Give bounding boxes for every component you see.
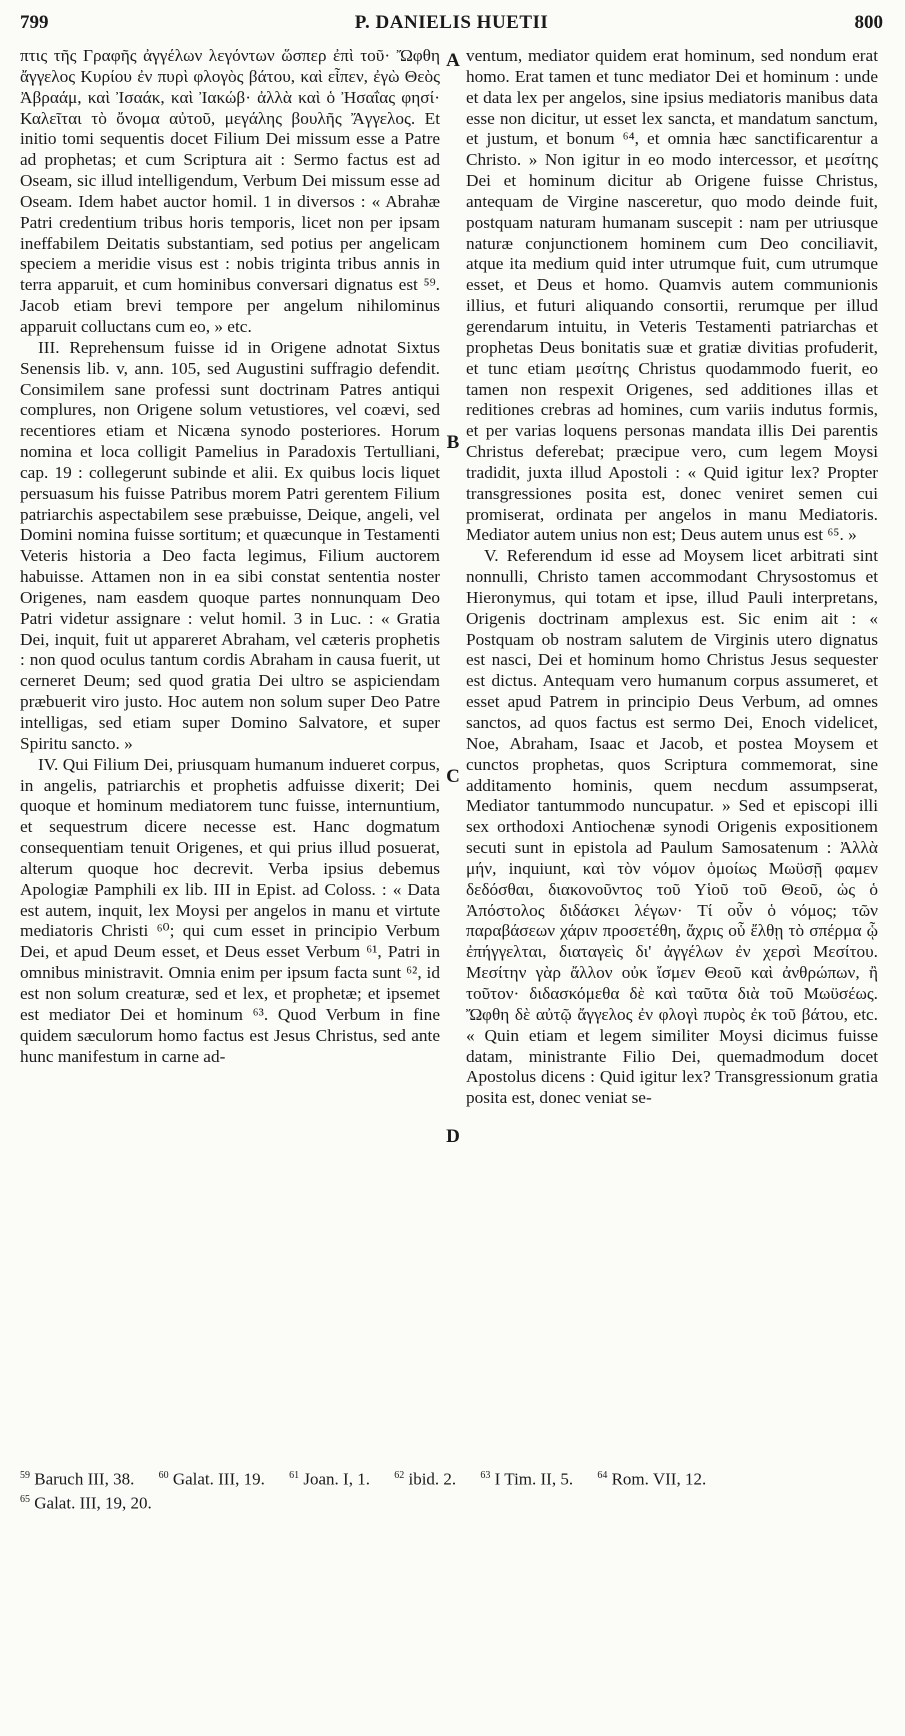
running-header (20, 12, 883, 38)
footnote: $^{61}$ Joan. I, 1. (289, 1469, 370, 1489)
right-paragraph-2: V. Referendum id esse ad Moysem licet arbitrati sint nonnulli, Christo tamen accommodant Chrysostomus et Hieronymus, qui totam et ipse, illud Pauli interpretans, Origenis doctrinam amplexus est. Sic enim ait : « Postquam ob nostram salutem de Virginis utero dignatus est nasci, Dei et hominum homo Christus Jesus sequester est dictus. Antequam vero humanum corpus assumeret, et esset apud Patrem in principio Deus Verbum, ad omnes sanctos, ad quos factus est sermo Dei, Enoch videlicet, Noe, Abraham, Isaac et Jacob, et postea Moysem et cunctos prophetas, quos Scriptura commemorat, sine additamento hominis, quem necdum assumpserat, Mediator tantummodo nuncupatur. » Sed et episcopi illi sex orthodoxi Antiochenæ synodi Origenis expositionem secuti sunt in epistola ad Paulum Samosatenum : Ἀλλὰ μήν, inquiunt, καὶ τὸν νόμον ὁμοίως Μωϋσῇ φαμεν δεδόσθαι, διακονοῦντος τοῦ Υἱοῦ τοῦ Θεοῦ, ὡς ὁ Ἀπόστολος διδάσκει λέγων· Τί οὖν ὁ νόμος; τῶν παραβάσεων χάριν προσετέθη, ἄχρις οὗ ἔλθῃ τὸ σπέρμα ᾧ ἐπήγγελται, διαταγεὶς δι' ἀγγέλων ἐν χερσὶ Μεσίτου. Μεσίτην γὰρ ἄλλον οὐκ ἴσμεν Θεοῦ καὶ ἀνθρώπων, ἢ τοῦτον· διδασκόμεθα δὲ καὶ ταῦτα διὰ τοῦ Μωϋσέως. Ὤφθη δὲ αὐτῷ ἄγγελος ἐν φλογὶ πυρὸς ἐκ τοῦ βάτου, etc. « Quin etiam et legem similiter Moysi dicimus fuisse datam, ministrante Filio Dei, quemadmodum docet Apostolus dicens : Quid igitur lex? Transgressionum gratia posita est, donec veniat se- (466, 546, 878, 1108)
left-paragraph-2: III. Reprehensum fuisse id in Origene adnotat Sixtus Senensis lib. v, ann. 105, sed Augustini suffragio defendit. Consimilem sane professi sunt doctrinam Patres antiqui complures, non Origene solum vetustiores, vel coævi, sed recentiores etiam et Nicæna synodo posteriores. Horum nomina et loca colligit Pamelius in Paradoxis Tertulliani, cap. 19 : collegerunt subinde et alii. Ex quibus locis liquet persuasum his fuisse Patribus morem Patri gerentem Filium patriarchis aspectabilem sese præbuisse, Deique, angeli, vel Domini nomina fuisse sortitum; et quæcunque in Testamenti Veteris historia a Deo facta legimus, Filium auctorem habuisse. Attamen non in ea sibi constat sententia noster Origenes, nam easdem quoque partes nonnunquam Deo Patri videtur assignare : velut homil. 3 in Luc. : « Gratia Dei, inquit, fuit ut appareret Abraham, vel cæteris prophetis : non quod oculus tantum cordis Abraham in causa fuerit, ut cerneret Deum; sed quod gratia Dei ultro se aspiciendam præbuerit viro justo. Hoc autem non solum super Deo Patre intelligas, sed etiam super Domino Salvatore, et super Spiritu sancto. » (20, 337, 440, 753)
left-paragraph-3: IV. Qui Filium Dei, priusquam humanum indueret corpus, in angelis, patriarchis et prophetis adfuisse dixerit; Dei quoque et hominum mediatorem tunc fuisse, internuntium, et sequestrum dicere necesse est. Hanc dogmatum consequentiam tenuit Origenes, et qui prius illud posuerat, alterum quoque hoc decrevit. Verba ipsius debemus Apologiæ Pamphili ex lib. III in Epist. ad Coloss. : « Data est autem, inquit, lex Moysi per angelos in manu et virtute mediatoris Christi ⁶⁰; qui cum esset in principio Verbum Dei, et apud Deum esset, et Deus esset Verbum ⁶¹, Patri in omnibus ministravit. Omnia enim per ipsum facta sunt ⁶², id est non solum creaturæ, sed et lex, et prophetæ; et ipsemet est mediator Dei et hominum ⁶³. Quod Verbum in fine quidem sæculorum homo factus est Jesus Christus, sed ante hunc manifestum in carne ad- (20, 754, 440, 1066)
running-title: P. DANIELIS HUETII (354, 12, 549, 33)
footnote: $^{60}$ Galat. III, 19. (158, 1469, 265, 1489)
footnote: $^{65}$ Galat. III, 19, 20. (20, 1493, 152, 1513)
page-number-right: 800 (854, 12, 883, 33)
left-paragraph-1: πτις τῆς Γραφῆς ἀγγέλων λεγόντων ὥσπερ ἐπὶ τοῦ· Ὤφθη ἄγγελος Κυρίου ἐν πυρὶ φλογὸς βάτου, καὶ εἶπεν, ἐγὼ Θεὸς Ἀβραάμ, καὶ Ἰσαάκ, καὶ Ἰακώβ· ἀλλὰ καὶ ὁ Ἠσαΐας φησί· Καλεῖται τὸ ὄνομα αὐτοῦ, μεγάλης βουλῆς Ἄγγελος. Et initio tomi sequentis docet Filium Dei missum esse a Patre ad prophetas; et cum Scriptura ait : Sermo factus est ad Oseam, sic illud intelligendum, Verbum Dei missum esse ad Oseam. Idem habet auctor homil. 1 in diversos : « Abrahæ Patri credentium tribus horis temporis, licet non per ipsam ineffabilem Deitatis substantiam, sed potius per angelicam speciem a meridie visus est : nobis triginta tribus annis in terra apparuit, et cum hominibus conversari dignatus est ⁵⁹. Jacob etiam brevi tempore per angelum nihilominus apparuit colluctans cum eo, » etc. (20, 46, 440, 336)
footnote: $^{64}$ Rom. VII, 12. (597, 1469, 707, 1489)
section-marker-a: A (446, 50, 460, 71)
section-marker-c: C (446, 766, 460, 787)
right-paragraph-1: ventum, mediator quidem erat hominum, sed nondum erat homo. Erat tamen et tunc mediator Dei et hominum : unde et data lex per angelos, sine ipsius mediatoris manibus data esse non dicitur, ut esset lex sancta, et mandatum sanctum, et justum, et bonum ⁶⁴, et omnia hæc sanctificarentur a Christo. » Non igitur in eo modo intercessor, et μεσίτης Dei et hominum dicitur ab Origene fuisse Christus, antequam de Virgine nasceretur, quo modo deinde fuit, postquam naturam humanam suscepit : nam per utriusque naturæ conjunctionem hominem cum Deo conciliavit, atque ita medium quid inter utrumque fuit, cum utrumque esset, et Deus et homo. Quamvis autem communionis illius, et futuri aliquando consortii, rerumque per illud gerendarum intuitu, in Veteris Testamenti patriarchas et prophetas Deus bonitatis suæ et gratiæ divitias profuderit, et tunc etiam μεσίτης Christus quodammodo fuerit, eo tamen non respexit Origenes, sed additiones illas et reditiones crebras ad homines, cum variis indutus formis, et per varias loquens personas mandata illis Dei parentis Christus deferebat; præcipue vero, cum legem Moysi tradidit, juxta illud Apostoli : « Quid igitur lex? Propter transgressiones posita est, donec veniret semen cui promiserat, ordinata per angelos in manu Mediatoris. Mediator autem unius non est; Deus autem unus est ⁶⁵. » (466, 46, 878, 545)
section-marker-d: D (446, 1126, 460, 1147)
footnote: $^{63}$ I Tim. II, 5. (480, 1469, 574, 1489)
footnote: $^{62}$ ibid. 2. (394, 1469, 457, 1489)
footnote: $^{59}$ Baruch III, 38. (20, 1469, 135, 1489)
footnotes (20, 1466, 883, 1513)
section-marker-b: B (446, 432, 460, 453)
page-number-left: 799 (20, 12, 49, 33)
